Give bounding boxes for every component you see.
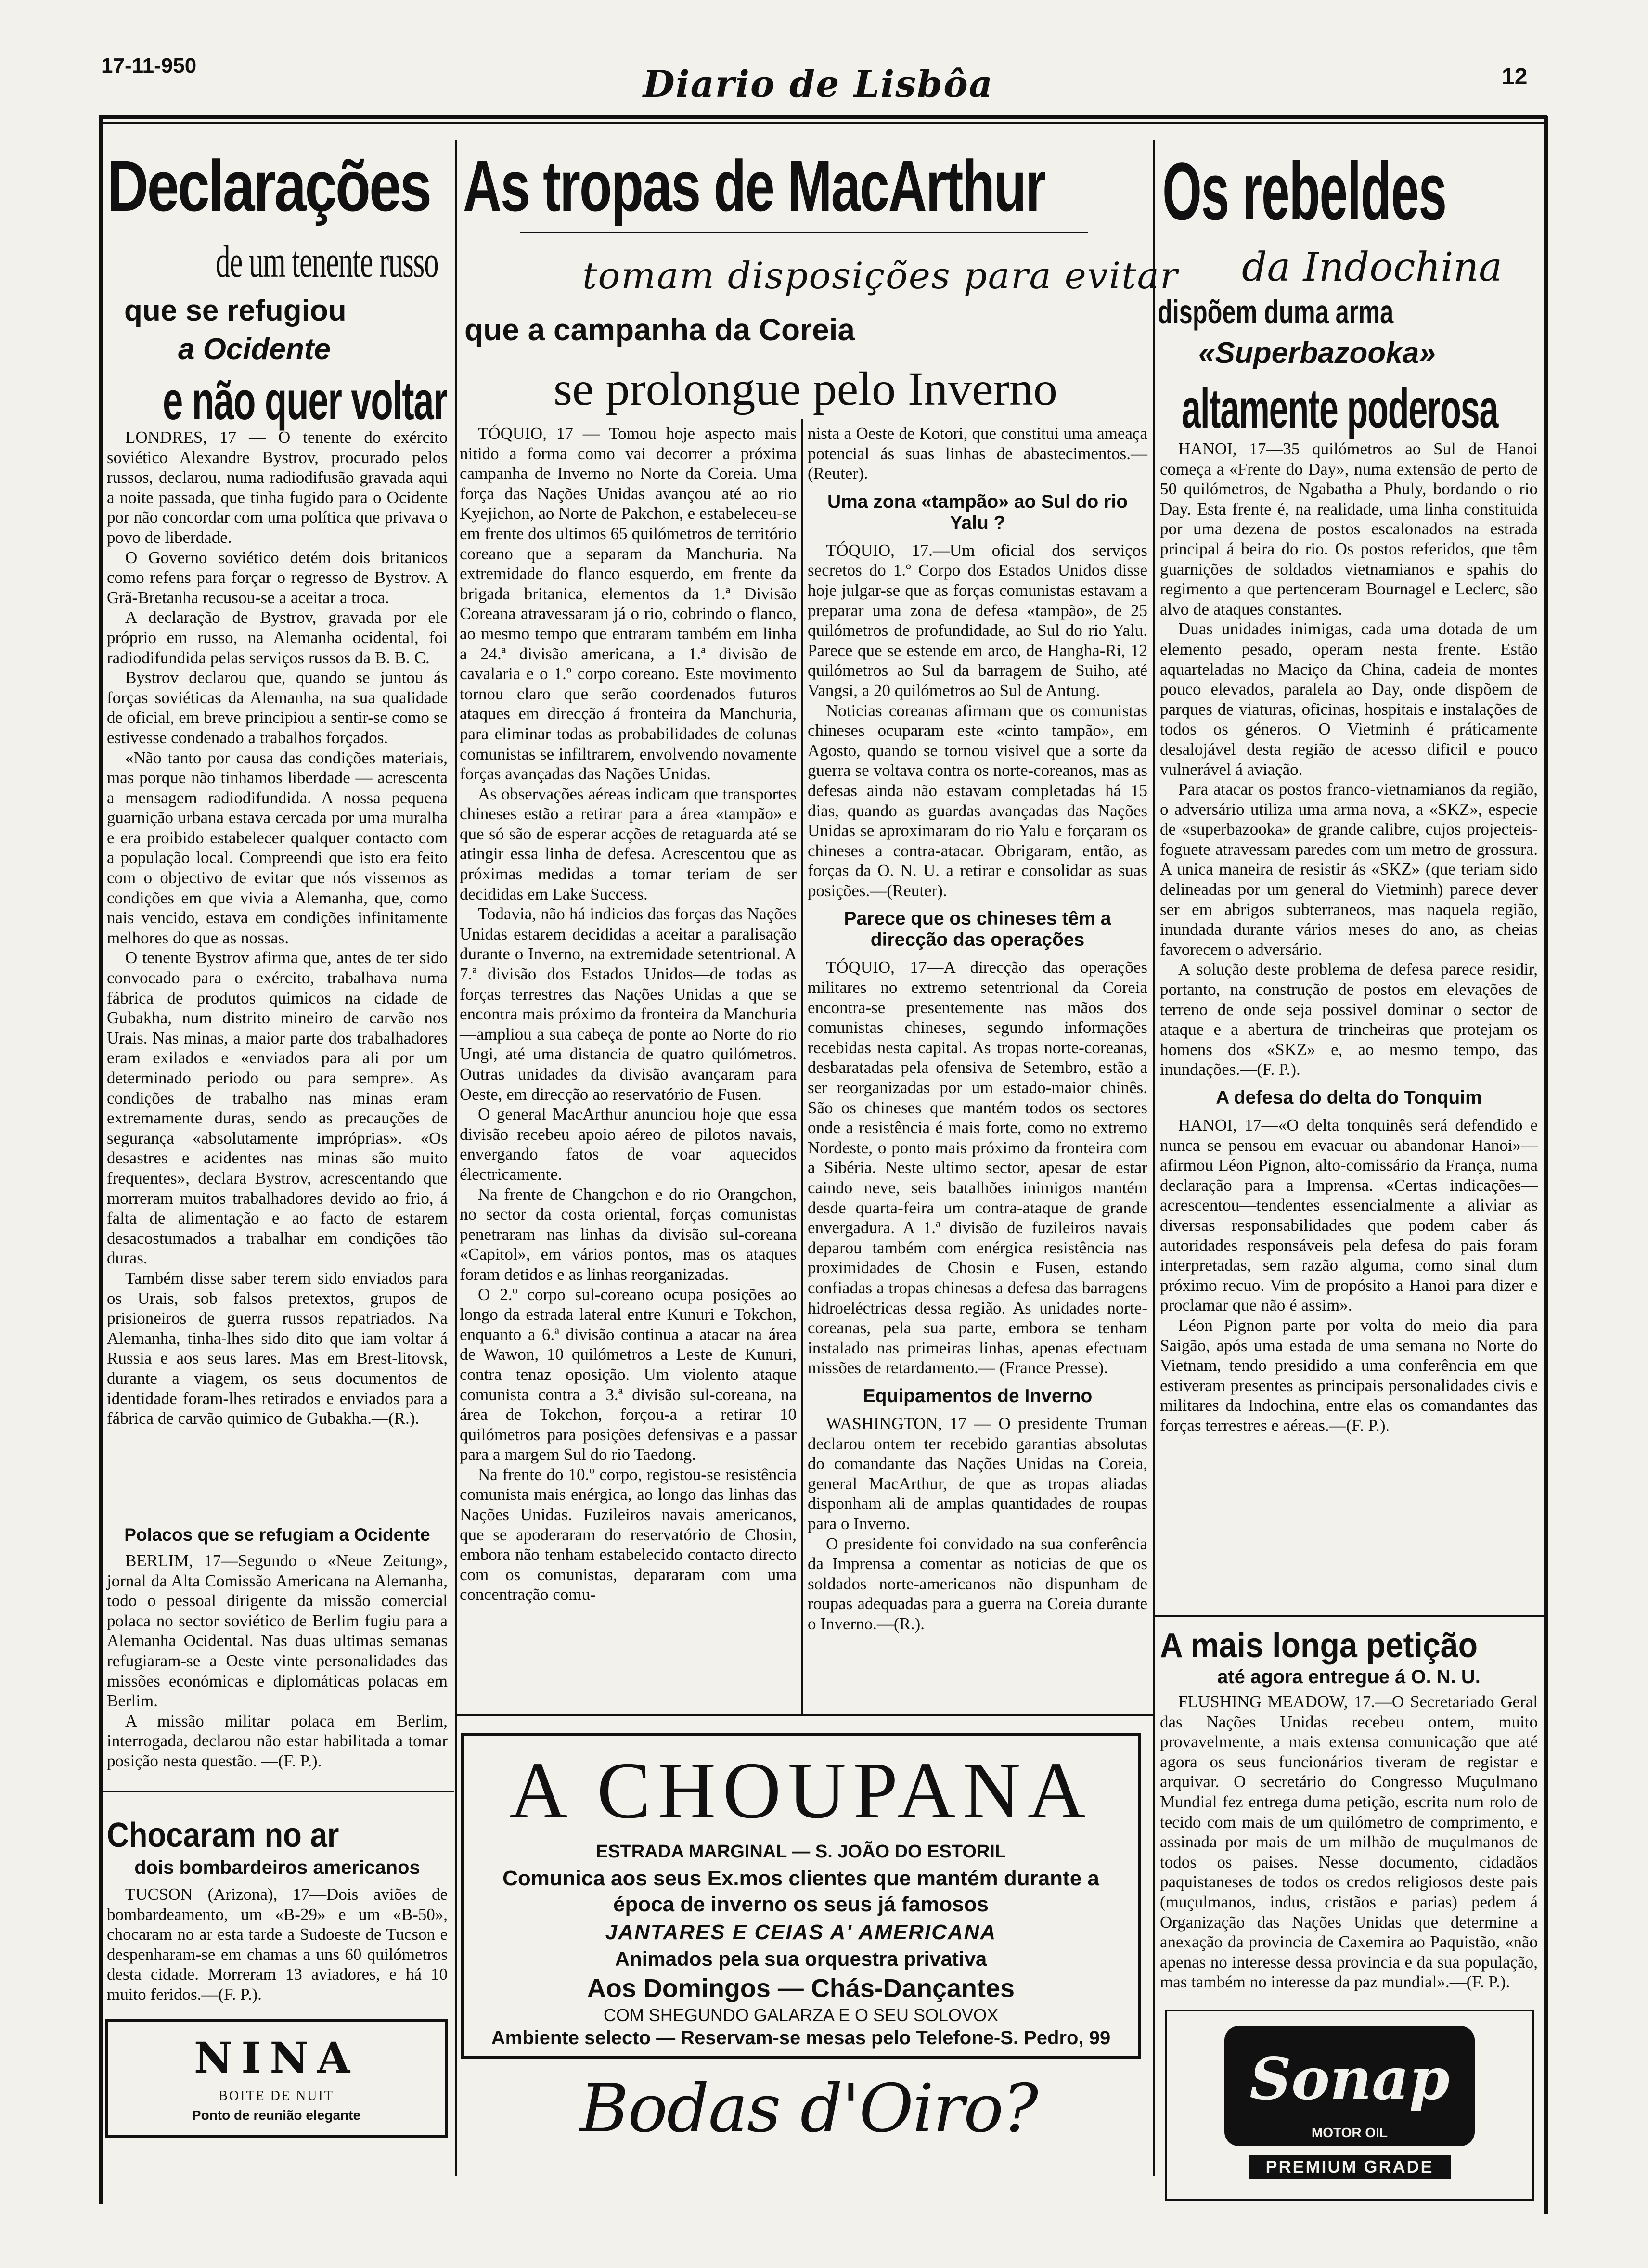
- choupana-line-4: JANTARES E CEIAS A' AMERICANA: [605, 1920, 997, 1944]
- left-subhead: Polacos que se refugiam a Ocidente: [124, 1525, 430, 1545]
- column-rule: [1153, 140, 1155, 2176]
- right-deck-3: «Superbazooka»: [1198, 336, 1436, 370]
- issue-date: 17-11-950: [101, 54, 197, 77]
- subhead: Uma zona «tampão» ao Sul do rio Yalu ?: [827, 491, 1128, 533]
- paragraph: O 2.º corpo sul-coreano ocupa posições ao longo da estrada lateral entre Kunuri e Tokchon, enquanto a 6.ª divisão continua a atacar na área de Wawon, 10 quilómetros a Leste de Kunuri, contra tenaz oposição. Um violento ataque comunista contra a 3.ª divisão sul-coreana, na área de Tokchon, forçou-a a retirar 10 quilómetros para posições defensivas e a passar para a margem Sul do rio Taedong.: [460, 1285, 797, 1464]
- paragraph: «Não tanto por causa das condições materiais, mas porque não tinhamos liberdade — acrescenta a mensagem radiodifundida. A nossa pequena guarnição urbana estava cercada por uma muralha e era proibido estabelecer qualquer contacto com a população local. Compreendi que isto era feito com o objectivo de evitar que nós vissemos as condições em que vivia a Alemanha, que, como nais vencido, estava em condições infinitamente melhores do que as nossas.: [107, 748, 448, 947]
- page-number: 12: [1502, 64, 1528, 90]
- paragraph: WASHINGTON, 17 — O presidente Truman declarou ontem ter recebido garantias absolutas do comandante das Nações Unidas na Coreia, general MacArthur, de que as tropas aliadas disponham ali de amplas quantidades de roupas para o Inverno.: [808, 1414, 1147, 1533]
- right-deck-2: dispõem duma arma: [1158, 293, 1394, 331]
- sonap-line-2: PREMIUM GRADE: [1249, 2155, 1451, 2179]
- column-rule: [801, 419, 803, 1714]
- paragraph: HANOI, 17—«O delta tonquinês será defendido e nunca se pensou em evacuar ou abandonar Hanoi»—afirmou Léon Pignon, alto-comissário da França, numa declaração para a Imprensa. «Certas indicações—acrescentou—tendentes essencialmente a aliviar as diversas responsabilidades que podem caber ás autoridades responsáveis pela defesa do pais foram interpretadas, sem razão alguma, como sinal dum próximo recuo. Vim de propósito a Hanoi para dizer e proclamar que não é assim».: [1160, 1116, 1538, 1315]
- paragraph: Duas unidades inimigas, cada uma dotada de um elemento pesado, operam nesta frente. Estão aquarteladas no Maciço da China, cadeia de montes pouco elevados, paralela ao Day, onde dispõem de parques de viaturas, oficinas, hospitais e instalações de todos os géneros. O Vietminh é práticamente desalojável desta região de acesso dificil e pouco vulnerável á aviação.: [1160, 619, 1538, 779]
- right-deck-4: altamente poderosa: [1182, 377, 1498, 440]
- left-article-body: [107, 427, 448, 1429]
- choupana-line-6: Aos Domingos — Chás-Dançantes: [587, 1974, 1015, 2003]
- paragraph: BERLIM, 17—Segundo o «Neue Zeitung», jornal da Alta Comissão Americana na Alemanha, todo o pessoal dirigente da missão comercial polaca no sector soviético de Berlim fugiu para a Alemanha Ocidental. Nas duas ultimas semanas refugiaram-se a Oeste vinte personalidades das missões económicas e diplomáticas polacas em Berlim.: [107, 1551, 448, 1711]
- paragraph: TUCSON (Arizona), 17—Dois aviões de bombardeamento, um «B-29» e um «B-50», chocaram no ar esta tarde a Sudoeste de Tucson e despenharam-se em chamas a uns 60 quilómetros desta cidade. Morreram 13 aviadores, e há 10 muito feridos.—(F. P.).: [107, 1885, 448, 2004]
- paragraph: O presidente foi convidado na sua conferência da Imprensa a comentar as noticias de que os soldados norte-americanos não dispunham de roupas adequadas para a guerra na Coreia durante o Inverno.—(R.).: [808, 1534, 1147, 1633]
- choupana-line-1: ESTRADA MARGINAL — S. JOÃO DO ESTORIL: [595, 1842, 1006, 1862]
- center-headline: As tropas de MacArthur: [463, 145, 1045, 226]
- paragraph: FLUSHING MEADOW, 17.—O Secretariado Geral das Nações Unidas recebeu ontem, muito provavelmente, a mais extensa comunicação que até agora os seus funcionários tiveram de registar e arquivar. O secretário do Congresso Muçulmano Mundial fez entrega duma petição, escrita num rolo de tecido com mais de um quilómetro de comprimento, e assinada por mais de um milhão de muçulmanos de todos os paises. Nesse documento, cidadãos paquistaneses de todos os credos religiosos deste pais (muçulmanos, indus, cristãos e parias) pedem á Organização das Nações Unidas que determine a anexação da provincia de Caxemira ao Paquistão, «não apenas no interesse dessa provincia e da sua população, mas também no interesse da paz mundial».—(F. P.).: [1160, 1692, 1538, 1992]
- right-headline: Os rebeldes: [1162, 146, 1446, 237]
- paragraph: TÓQUIO, 17.—Um oficial dos serviços secretos do 1.º Corpo dos Estados Unidos disse hoje julgar-se que as forças comunistas estavam a preparar uma zona de defesa «tampão», de 25 quilómetros de profundidade, ao Sul do rio Yalu. Parece que se estende em arco, de Hangha-Ri, 12 quilómetros ao Sul da barragem de Suiho, até Vangsi, a 20 quilómetros ao Sul de Antung.: [808, 541, 1147, 700]
- column-rule: [455, 140, 457, 2176]
- paragraph: O tenente Bystrov afirma que, antes de ter sido convocado para o exército, trabalhava numa fábrica de produtos quimicos na cidade de Gubakha, num distrito mineiro de carvão nos Urais. Nas minas, a maior parte dos trabalhadores eram exilados e «enviados para ali por um determinado periodo ou para sempre». As condições de trabalho nas minas eram extremamente duras, sendo as precauções de segurança «absolutamente impróprias». «Os desastres e acidentes nas minas são muito frequentes», declara Bystrov, acrescentando que morreram muitos trabalhadores devido ao frio, á falta de alimentação e ao facto de estarem desacostumados a trabalhar em condições tão duras.: [107, 948, 448, 1268]
- choupana-advertisement: [461, 1733, 1141, 2059]
- masthead-rule-thin: [99, 122, 1547, 124]
- nina-advertisement: [105, 2019, 448, 2138]
- paragraph: Para atacar os postos franco-vietnamianos da região, o adversário utiliza uma arma nova, a «SKZ», especie de «superbazooka» de grande calibre, cujos projecteis-foguete atravessam paredes com um metro de grossura. A unica maneira de resistir ás «SKZ» (que teriam sido delineadas por um general do Vietminh) parece dever ser em abrigos subterraneos, mas naquela região, inundada durante vários meses do ano, as cheias favorecem o adversário.: [1160, 780, 1538, 959]
- nina-line-1: BOITE DE NUIT: [219, 2088, 334, 2103]
- paragraph: HANOI, 17—35 quilómetros ao Sul de Hanoi começa a «Frente do Day», numa extensão de perto de 50 quilómetros, de Ngabatha a Phuly, bordando o rio Day. Esta frente é, na realidade, uma linha constituida por uma dezena de postos escalonados na estrada principal á beira do rio. Os postos referidos, que têm guarnições de soldados vietnamianos e spahis do regimento a que pertenceram Bournagel e Leclerc, são alvo de ataques constantes.: [1160, 439, 1538, 619]
- frame-left: [99, 116, 103, 2204]
- left-deck-4: e não quer voltar: [163, 371, 447, 431]
- choupana-line-2: Comunica aos seus Ex.mos clientes que mantém durante a: [502, 1867, 1099, 1890]
- paragraph: Bystrov declarou que, quando se juntou ás forças soviéticas da Alemanha, na sua qualidade de oficial, em breve principiou a sentir-se como se estivesse condenado a trabalhos forçados.: [107, 668, 448, 747]
- headline-rule: [520, 232, 1088, 233]
- paragraph: LONDRES, 17 — O tenente do exército soviético Alexandre Bystrov, procurado pelos russos, declarou, numa radiodifusão gravada aqui a noite passada, que tinha fugido para o Ocidente por não concordar com uma política que privava o povo de liberdade.: [107, 428, 448, 547]
- paragraph: Léon Pignon parte por volta do meio dia para Saigão, após uma estada de uma semana no Norte do Vietnam, tendo presidido a uma conferência em que estiveram presentes as principais personalidades civis e militares da Indochina, entre elas os comandantes das forças terrestres e aéreas.—(F. P.).: [1160, 1315, 1538, 1435]
- subhead: A defesa do delta do Tonquim: [1216, 1087, 1482, 1108]
- left-deck-2: que se refugiou: [124, 294, 347, 327]
- center-deck-2: que a campanha da Coreia: [464, 312, 855, 347]
- subhead: Equipamentos de Inverno: [863, 1385, 1093, 1406]
- right-article-body: [1160, 439, 1538, 1436]
- choupana-line-7: COM SHEGUNDO GALARZA E O SEU SOLOVOX: [603, 2005, 999, 2025]
- paragraph: Também disse saber terem sido enviados para os Urais, sob falsos pretextos, grupos de prisioneiros de guerra russos repatriados. Na Alemanha, tinha-lhes sido dito que iam voltar á Russia e aos seus lares. Mas em Brest-litovsk, durante a viagem, os seus documentos de identidade foram-lhes retirados e enviados para a fábrica de carvão quimico de Gubakha.—(R.).: [107, 1268, 448, 1428]
- section-rule: [103, 1791, 454, 1792]
- section-rule: [457, 1714, 1153, 1716]
- paragraph: Na frente do 10.º corpo, registou-se resistência comunista mais enérgica, ao longo das linhas das Nações Unidas. Fuzileiros navais americanos, que se apoderaram do reservatório de Chosin, embora não tenham estabelecido contacto directo com os comunistas, depararam com uma concentração comu-: [460, 1465, 797, 1604]
- choupana-line-5: Animados pela sua orquestra privativa: [615, 1947, 987, 1970]
- left-deck-3: a Ocidente: [178, 333, 331, 366]
- paragraph: TÓQUIO, 17—A direcção das operações militares no extremo setentrional da Coreia encontra-se presentemente nas mãos dos comunistas chineses, segundo informações recebidas nesta capital. As tropas norte-coreanas, desbaratadas pela ofensiva de Setembro, estão a ser reorganizadas por um estado-maior chinês. São os chineses que mantém todos os sectores onde a resistência é mais forte, como no extremo Nordeste, o ponto mais próximo da fronteira com a Sibéria. Neste ultimo sector, apesar de estar caindo neve, seis batalhões inimigos mantém desde quarta-feira um contra-ataque de grande envergadura. A 1.ª divisão de fuzileiros navais deparou também com enérgica resistência nas proximidades de Chosin e Fusen, estando confiadas a tropas chinesas a defesa das barragens hidroeléctricas dessa região. As unidades norte-coreanas, pela sua parte, embora se tenham instalado nas primeiras linhas, apenas efectuam missões de retardamento.— (France Presse).: [808, 958, 1147, 1378]
- center-article-col-2: [808, 424, 1147, 1634]
- right-article-body-3: [1160, 1692, 1538, 1992]
- left-article-body-3: [107, 1884, 448, 2005]
- section-rule: [1155, 1615, 1544, 1617]
- paragraph: Todavia, não há indicios das forças das Nações Unidas estarem decididas a aceitar a paralisação durante o Inverno, na extremidade setentrional. A 7.ª divisão dos Estados Unidos—de todas as forças terrestres das Nações Unidas a que se encontra mais próximo da fronteira da Manchuria—ampliou a sua cabeça de ponte ao Norte do rio Ungi, até uma distancia de quatro quilómetros. Outras unidades da divisão avançaram para Oeste, em direcção ao reservatório de Fusen.: [460, 904, 797, 1104]
- nina-logo: NINA: [193, 2033, 359, 2083]
- frame-right: [1544, 116, 1548, 2214]
- choupana-title: A CHOUPANA: [509, 1746, 1093, 1835]
- choupana-line-3: época de inverno os seus já famosos: [613, 1893, 989, 1916]
- paragraph: A declaração de Bystrov, gravada por ele próprio em russo, na Alemanha ocidental, foi radiodifundida pelas serviços russos da B. B. C.: [107, 608, 448, 667]
- sonap-logo: Sonap: [1249, 2045, 1450, 2113]
- paragraph: A missão militar polaca em Berlim, interrogada, declarou não estar habilitada a tomar posição nesta questão. —(F. P.).: [107, 1711, 448, 1770]
- nina-line-2: Ponto de reunião elegante: [192, 2108, 361, 2123]
- right-headline-2: A mais longa petição: [1160, 1626, 1478, 1665]
- paragraph: Na frente de Changchon e do rio Orangchon, no sector da costa oriental, forças comunistas penetraram nas linhas da divisão sul-coreana «Capitol», em vários pontos, mas os ataques foram detidos e as linhas reorganizadas.: [460, 1185, 797, 1284]
- left-headline: Declarações: [107, 145, 430, 226]
- center-deck-1: tomam disposições para evitar: [582, 254, 1179, 297]
- right-headline-2-sub: até agora entregue á O. N. U.: [1217, 1666, 1481, 1688]
- paragraph: O Governo soviético detém dois britanicos como refens para forçar o regresso de Bystrov. A Grã-Bretanha recusou-se a aceitar a troca.: [107, 548, 448, 607]
- paragraph: O general MacArthur anunciou hoje que essa divisão recebeu apoio aéreo de pilotos navais, envergando fatos de voar aquecidos électricamente.: [460, 1105, 797, 1184]
- left-headline-2-sub: dois bombardeiros americanos: [134, 1857, 420, 1878]
- left-article-body-2: [107, 1551, 448, 1771]
- masthead-rule: [99, 115, 1547, 119]
- center-article-col-1: [460, 424, 797, 1605]
- choupana-line-8: Ambiente selecto — Reservam-se mesas pelo Telefone-S. Pedro, 99: [491, 2027, 1111, 2049]
- subhead: Parece que os chineses têm a direcção das operações: [844, 908, 1111, 951]
- newspaper-title: Diario de Lisbôa: [643, 63, 994, 105]
- center-deck-3: se prolongue pelo Inverno: [554, 362, 1057, 415]
- paragraph: Noticias coreanas afirmam que os comunistas chineses ocuparam este «cinto tampão», em Agosto, quando se tornou visivel que a sorte da guerra se voltava contra os norte-coreanos, mas as defesas ainda não estavam completadas há 15 dias, quando as guardas avançadas das Nações Unidas se aproximaram do rio Yalu e forçaram os chineses a contra-atacar. Obrigaram, então, as forças da O. N. U. a retirar e consolidar as suas posições.—(Reuter).: [808, 701, 1147, 900]
- paragraph: A solução deste problema de defesa parece residir, portanto, na construção de postos em elevações de terreno de onde seja possivel dominar o sector de ataque e a abertura de trincheiras que protejam os homens dos «SKZ» e, ao mesmo tempo, das inundações.—(F. P.).: [1160, 960, 1538, 1079]
- left-deck-1: de um tenente russo: [216, 237, 438, 287]
- sonap-line-1: MOTOR OIL: [1311, 2125, 1388, 2140]
- paragraph: nista a Oeste de Kotori, que constitui uma ameaça potencial ás suas linhas de abastecimentos.—(Reuter).: [808, 424, 1147, 483]
- paragraph: TÓQUIO, 17 — Tomou hoje aspecto mais nitido a forma como vai decorrer a próxima campanha de Inverno no Norte da Coreia. Uma força das Nações Unidas avançou até ao rio Kyejichon, ao Norte de Pakchon, e estabeleceu-se em frente dos ultimos 65 quilómetros de território coreano que a separam da Manchuria. Na extremidade do flanco esquerdo, em frente da brigada britanica, elementos da 1.ª Divisão Coreana atravessaram já o rio, cobrindo o flanco, ao mesmo tempo que entraram também em linha a 24.ª divisão americana, a 1.ª divisão de cavalaria e o 1.º corpo coreano. Este movimento tornou claro que serão coordenados futuros ataques em direcção á fronteira da Manchuria, para eliminar todas as probabilidades de colunas comunistas se infiltrarem, envolvendo novamente forças avançadas das Nações Unidas.: [460, 424, 797, 784]
- bodas-de-oiro-advertisement: Bodas d'Oiro?: [579, 2070, 1038, 2147]
- sonap-advertisement: [1165, 2010, 1534, 2201]
- paragraph: As observações aéreas indicam que transportes chineses estão a retirar para a área «tampão» e que só são de esperar acções de retaguarda até se atingir essa linha de defesa. Acrescentou que as próximas medidas a tomar teriam de ser decididas em Lake Success.: [460, 784, 797, 903]
- right-deck-1: da Indochina: [1242, 245, 1503, 290]
- left-headline-2: Chocaram no ar: [107, 1816, 339, 1855]
